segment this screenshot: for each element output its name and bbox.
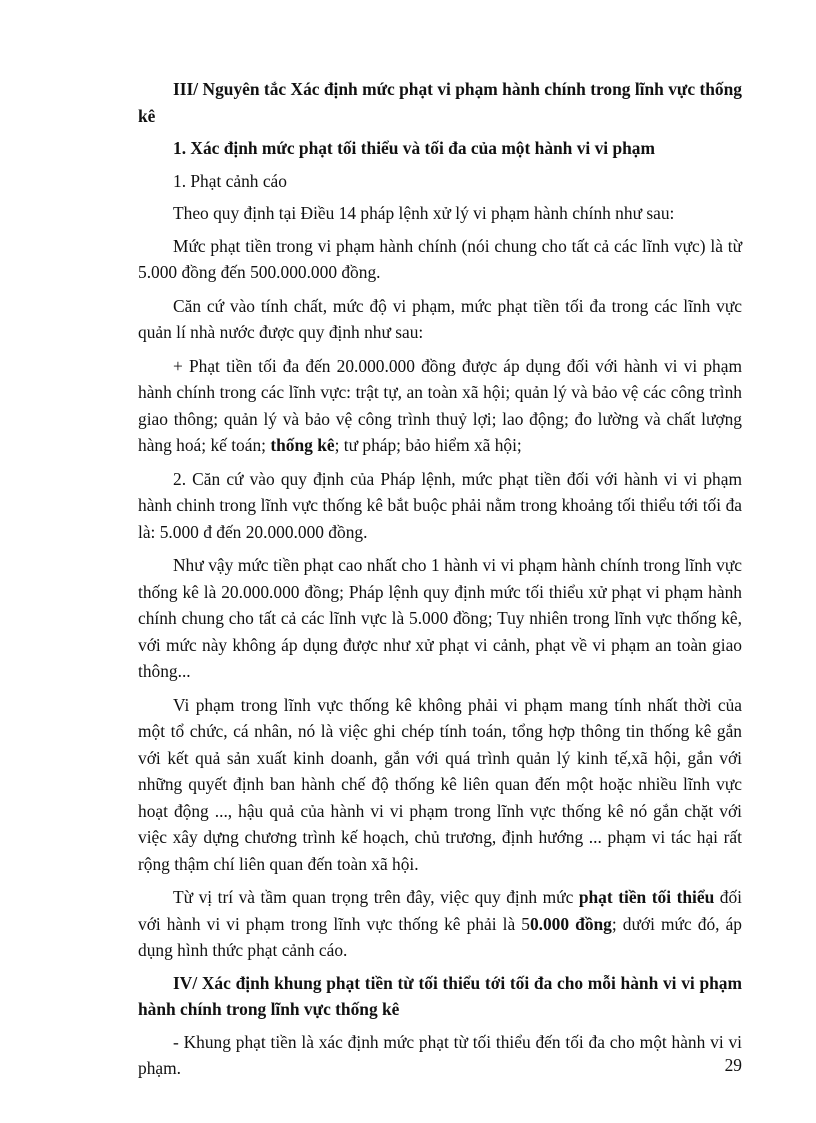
section-3-subheading: 1. Xác định mức phạt tối thiểu và tối đa của một hành vi vi phạm <box>173 138 655 158</box>
list-fields-bold: thống kê <box>270 435 335 455</box>
tu-vi-tri-text-2: đối với hành vi vi phạm trong lĩnh vực thống kê phải là 5 <box>138 887 743 934</box>
list-fields-text-2: ; tư pháp; bảo hiểm xã hội; <box>334 435 522 455</box>
item-1-warning: 1. Phạt cảnh cáo <box>173 170 287 191</box>
paragraph-khung-phat: - Khung phạt tiền là xác định mức phạt từ tối thiểu đến tối đa cho một hành vi vi phạm. <box>138 1031 742 1078</box>
list-fields-text-1: + Phạt tiền tối đa đến 20.000.000 đồng được áp dụng đối với hành vi vi phạm hành chính trong các lĩnh vực: trật tự, an toàn xã hội; quản lý và bảo vệ các công trình giao thông; quản lý và bảo vệ công trình thuỷ lợi; lao động; đo lường và chất lượng hàng hoá; kế toán; <box>138 355 742 455</box>
page-body <box>138 76 742 1082</box>
section-4-heading: IV/ Xác định khung phạt tiền từ tối thiểu tới tối đa cho mỗi hành vi vi phạm hành chính trong lĩnh vực thống kê <box>138 972 742 1019</box>
paragraph-vi-pham: Vi phạm trong lĩnh vực thống kê không phải vi phạm mang tính nhất thời của một tổ chức, cá nhân, nó là việc ghi chép tính toán, tổng hợp thông tin thống kê gắn với kết quả sản xuất kinh doanh, gắn với quá trình quản lý kinh tế,xã hội, gắn với những quyết định ban hành chế độ thống kê liên quan đến một hoặc nhiều lĩnh vực hoạt động ..., hậu quả của hành vi vi phạm trong lĩnh vực thống kê nó gắn chặt với việc xây dựng chương trình kế hoạch, chủ trương, định hướng ... phạm vi tác hại rất rộng thậm chí liên quan đến toàn xã hội. <box>138 694 742 874</box>
paragraph-item-2: 2. Căn cứ vào quy định của Pháp lệnh, mức phạt tiền đối với hành vi vi phạm hành chinh trong lĩnh vực thống kê bắt buộc phải nằm trong khoảng tối thiểu tới tối đa là: 5.000 đ đến 20.000.000 đồng. <box>138 468 742 542</box>
tu-vi-tri-bold-1: phạt tiền tối thiểu <box>578 887 715 907</box>
paragraph-tu-vi-tri <box>138 884 742 964</box>
paragraph-list-fields <box>138 353 742 459</box>
paragraph-nhu-vay: Như vậy mức tiền phạt cao nhất cho 1 hành vi vi phạm hành chính trong lĩnh vực thống kê là 20.000.000 đồng; Pháp lệnh quy định mức tối thiểu xử phạt vi phạm hành chính chung cho tất cả các lĩnh vực là 5.000 đồng; Tuy nhiên trong lĩnh vực thống kê, với mức này không áp dụng được như xử phạt vi cảnh, phạt về vi phạm an toàn giao thông... <box>138 555 742 681</box>
paragraph-muc-phat: Mức phạt tiền trong vi phạm hành chính (nói chung cho tất cả các lĩnh vực) là từ 5.000 đồng đến 500.000.000 đồng. <box>138 235 742 282</box>
tu-vi-tri-text-1: Từ vị trí và tầm quan trọng trên đây, việc quy định mức <box>173 887 579 907</box>
section-3-heading: III/ Nguyên tắc Xác định mức phạt vi phạm hành chính trong lĩnh vực thống kê <box>138 79 742 126</box>
paragraph-can-cu: Căn cứ vào tính chất, mức độ vi phạm, mức phạt tiền tối đa trong các lĩnh vực quản lí nhà nước được quy định như sau: <box>138 295 742 342</box>
tu-vi-tri-text-3: ; dưới mức đó, áp dụng hình thức phạt cảnh cáo. <box>138 913 742 960</box>
page-number: 29 <box>724 1055 742 1075</box>
paragraph-theo-quy-dinh: Theo quy định tại Điều 14 pháp lệnh xử lý vi phạm hành chính như sau: <box>173 203 675 223</box>
tu-vi-tri-bold-2: 0.000 đồng <box>529 913 612 934</box>
